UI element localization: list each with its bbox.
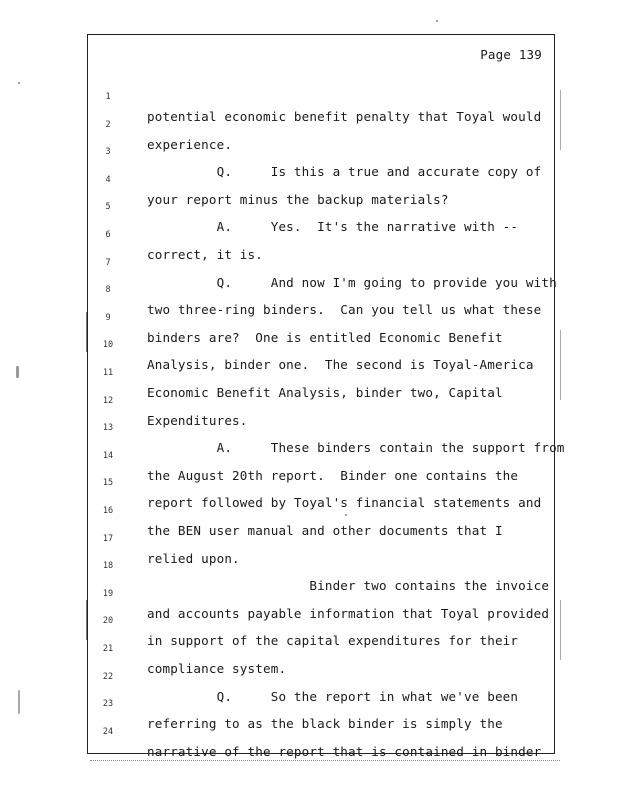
line-number: 22	[102, 671, 114, 682]
scan-speck	[436, 20, 438, 22]
line-text: your report minus the backup materials?	[147, 191, 449, 207]
line-text: the BEN user manual and other documents that I	[147, 523, 503, 538]
line-text: Binder two contains the invoice	[147, 578, 550, 594]
line-text: Q. So the report in what we've been	[147, 688, 519, 704]
line-text: and accounts payable information that Toyal provided	[147, 605, 550, 621]
line-text: in support of the capital expenditures for their	[147, 633, 519, 649]
transcript-line	[88, 67, 556, 124]
line-number: 6	[105, 230, 111, 240]
line-number: 18	[102, 561, 114, 572]
scan-speck	[18, 690, 20, 714]
line-text: referring to as the black binder is simply the	[147, 716, 503, 732]
line-text: correct, it is.	[147, 247, 263, 262]
line-number: 23	[102, 699, 114, 710]
line-number: 4	[105, 174, 111, 185]
line-text: experience.	[147, 136, 233, 152]
transcript-frame	[87, 34, 565, 759]
line-number: 21	[102, 644, 114, 654]
line-text: two three-ring binders. Can you tell us what these	[147, 302, 542, 318]
line-text: report followed by Toyal's financial statements and	[147, 495, 542, 511]
line-number: 10	[102, 340, 114, 351]
line-number: 7	[105, 257, 111, 268]
line-number: 2	[105, 119, 111, 130]
line-number: 20	[102, 616, 114, 627]
margin-scan-mark	[560, 330, 561, 400]
line-number: 13	[102, 423, 114, 434]
line-number: 11	[102, 368, 114, 378]
line-text: binders are? One is entitled Economic Benefit	[147, 329, 503, 345]
line-number: 14	[102, 450, 114, 461]
scan-speck	[18, 82, 20, 84]
page-number: Page 139	[480, 47, 542, 62]
line-text: potential economic benefit penalty that Toyal would	[147, 109, 542, 124]
line-number: 17	[102, 533, 114, 544]
line-number: 8	[105, 285, 111, 296]
line-number: 19	[102, 588, 114, 599]
scan-speck	[345, 514, 347, 516]
line-number: 1	[105, 92, 111, 102]
margin-scan-mark	[560, 90, 561, 150]
footer-scan-noise	[90, 760, 560, 763]
margin-scan-mark	[560, 600, 561, 660]
line-number: 5	[105, 202, 111, 213]
margin-scan-mark	[86, 600, 87, 640]
line-text: relied upon.	[147, 550, 240, 566]
line-text: Q. Is this a true and accurate copy of	[147, 164, 542, 180]
line-text: Analysis, binder one. The second is Toyal-America	[147, 357, 534, 373]
scan-speck	[16, 366, 19, 378]
line-text: Q. And now I'm going to provide you with	[147, 274, 557, 290]
line-number: 15	[102, 478, 114, 489]
line-number: 9	[105, 312, 111, 323]
margin-scan-mark	[86, 312, 87, 352]
line-text: Economic Benefit Analysis, binder two, Capital	[147, 385, 503, 400]
line-text: the August 20th report. Binder one contains the	[147, 467, 519, 483]
line-number: 24	[102, 726, 114, 737]
line-text: A. These binders contain the support from	[147, 440, 565, 456]
line-text: compliance system.	[147, 661, 287, 676]
line-number: 3	[105, 147, 111, 158]
line-text: narrative of the report that is contained in binder	[147, 743, 542, 759]
line-number: 16	[102, 506, 114, 516]
line-text: Expenditures.	[147, 412, 248, 428]
line-number: 12	[102, 395, 114, 406]
line-text: A. Yes. It's the narrative with --	[147, 219, 519, 235]
